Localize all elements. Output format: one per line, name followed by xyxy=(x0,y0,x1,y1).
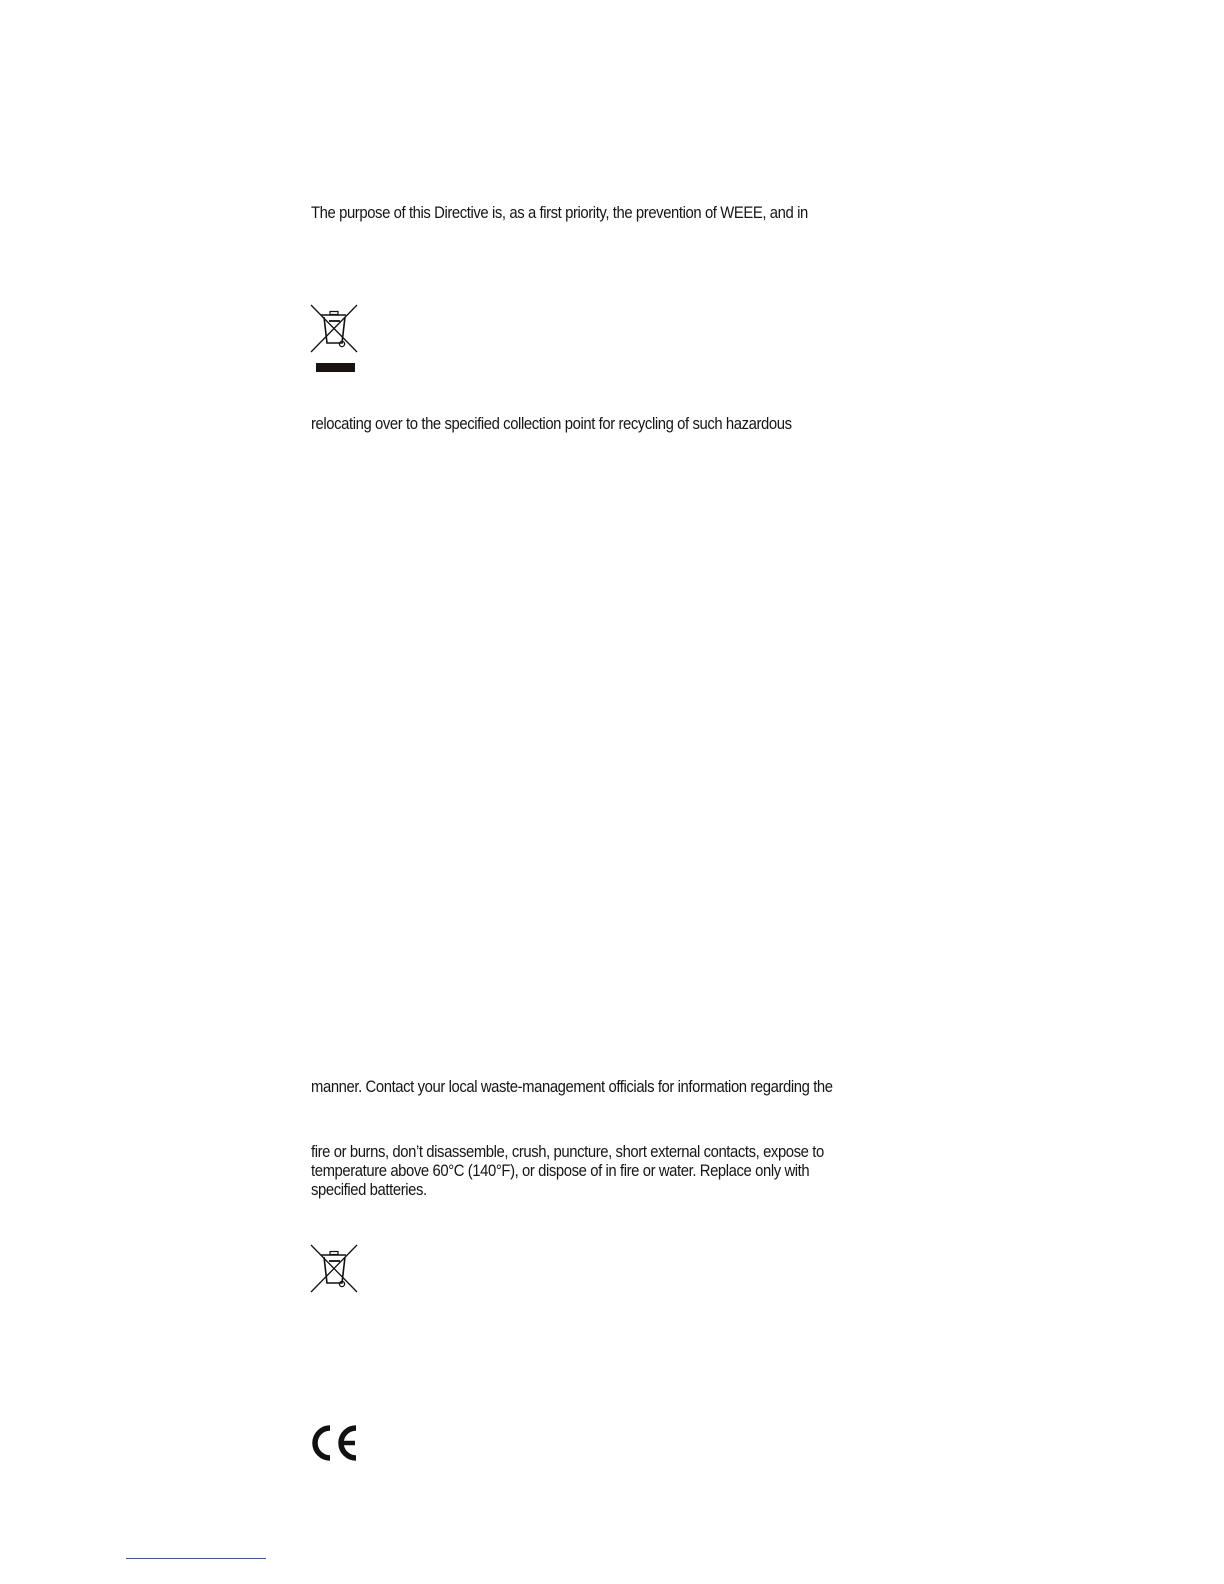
ce-mark-icon xyxy=(309,1423,359,1463)
footer-divider xyxy=(126,1558,266,1559)
battery-warning-line-1: fire or burns, don’t disassemble, crush, puncture, short external contacts, expose to xyxy=(311,1143,824,1161)
weee-directive-purpose-text: The purpose of this Directive is, as a first priority, the prevention of WEEE, and in xyxy=(311,204,808,222)
collection-point-text: relocating over to the specified collection point for recycling of such hazardous xyxy=(311,415,792,433)
crossed-out-wheelie-bin-icon xyxy=(309,1243,359,1295)
crossed-out-wheelie-bin-with-bar-icon xyxy=(309,303,359,373)
waste-management-text: manner. Contact your local waste-management officials for information regarding the xyxy=(311,1078,833,1096)
battery-warning-line-3: specified batteries. xyxy=(311,1181,427,1199)
battery-warning-line-2: temperature above 60°C (140°F), or dispose of in fire or water. Replace only with xyxy=(311,1162,810,1180)
